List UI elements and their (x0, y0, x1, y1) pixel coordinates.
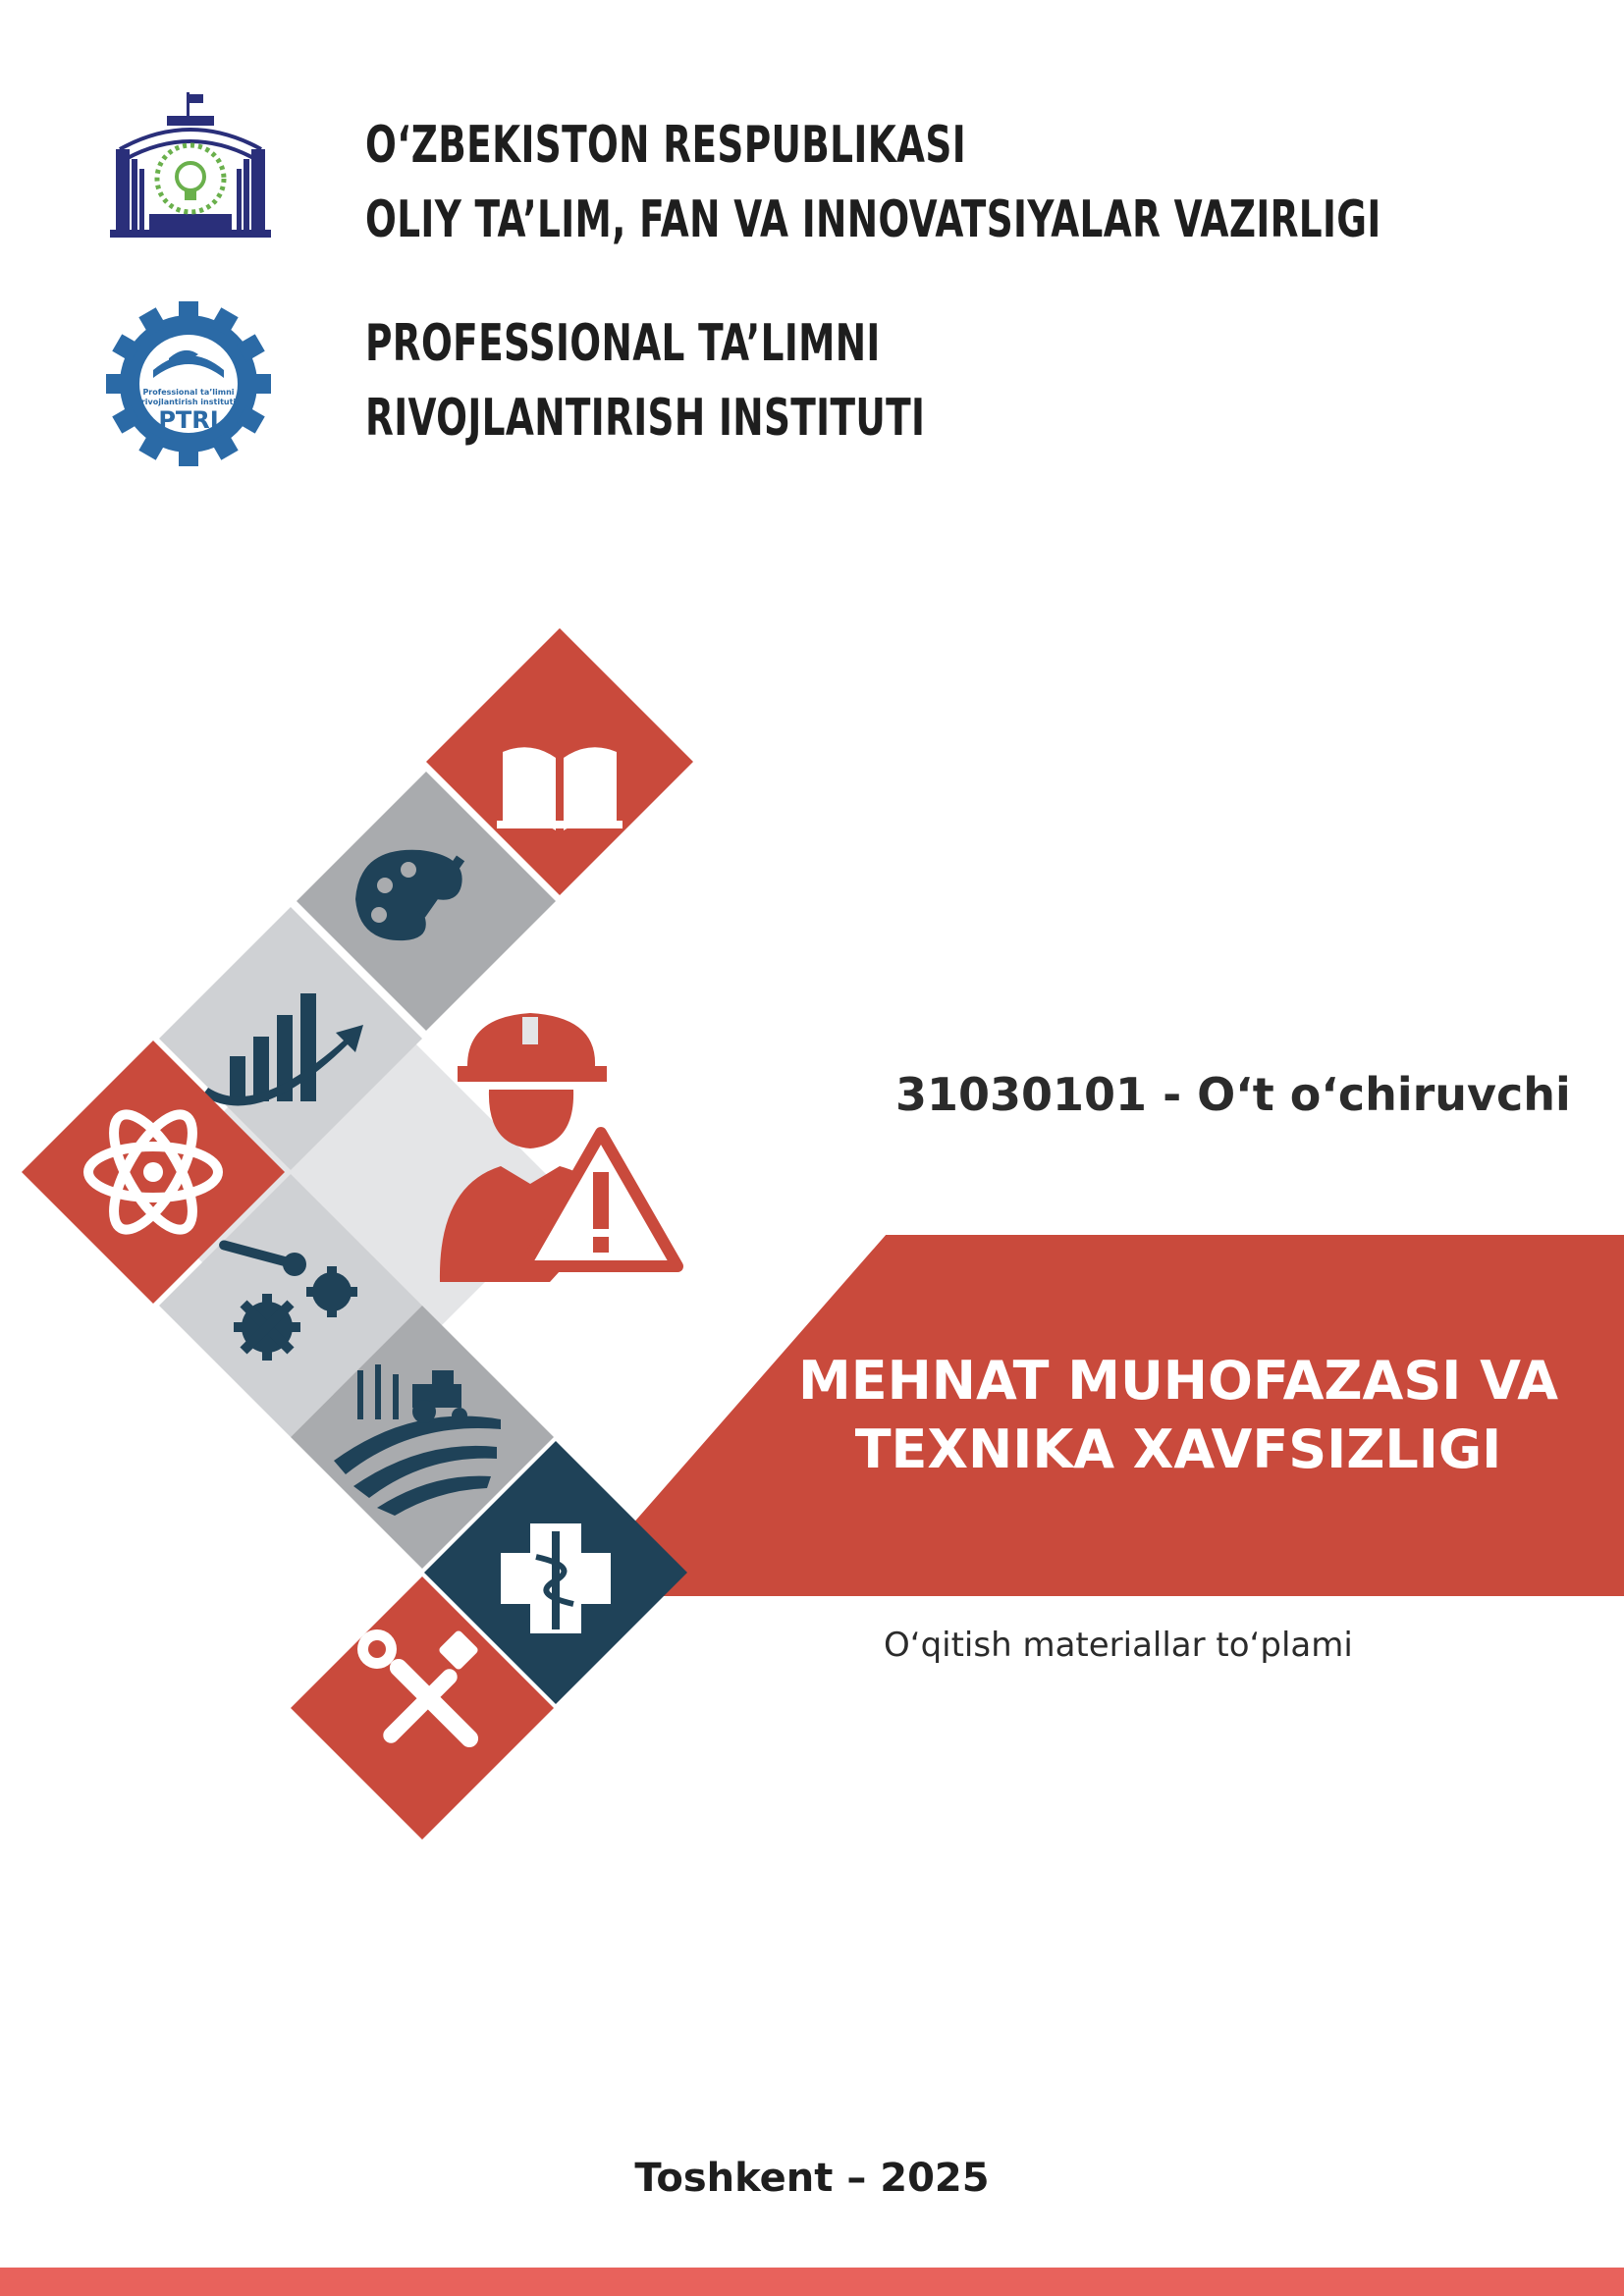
ptri-logo-small-2: rivojlantirish instituti (140, 398, 237, 406)
institute-line-2: RIVOJLANTIRISH INSTITUTI (365, 389, 926, 448)
course-title-line-1: MEHNAT MUHOFAZASI VA (797, 1350, 1559, 1412)
ministry-line-2: OLIY TA’LIM, FAN VA INNOVATSIYALAR VAZIRLIGI (365, 190, 1381, 249)
ptri-logo-text: PTRI (158, 406, 219, 434)
ptri-logo (98, 300, 279, 467)
ministry-logo (110, 90, 271, 247)
specialty-code-title: 31030101 - O‘t o‘chiruvchi (895, 1068, 1571, 1121)
ptri-logo-small-1: Professional ta’limni (142, 388, 235, 397)
course-subtitle: O‘qitish materiallar to‘plami (884, 1626, 1353, 1665)
city-year: Toshkent – 2025 (634, 2156, 990, 2201)
course-title-line-2: TEXNIKA XAVFSIZLIGI (854, 1418, 1502, 1480)
course-title (766, 1347, 1591, 1484)
institute-line-1: PROFESSIONAL TA’LIMNI (365, 314, 881, 373)
diamond-mosaic (0, 628, 884, 1904)
ministry-line-1: O‘ZBEKISTON RESPUBLIKASI (365, 116, 967, 175)
bottom-accent-bar (0, 2268, 1624, 2296)
